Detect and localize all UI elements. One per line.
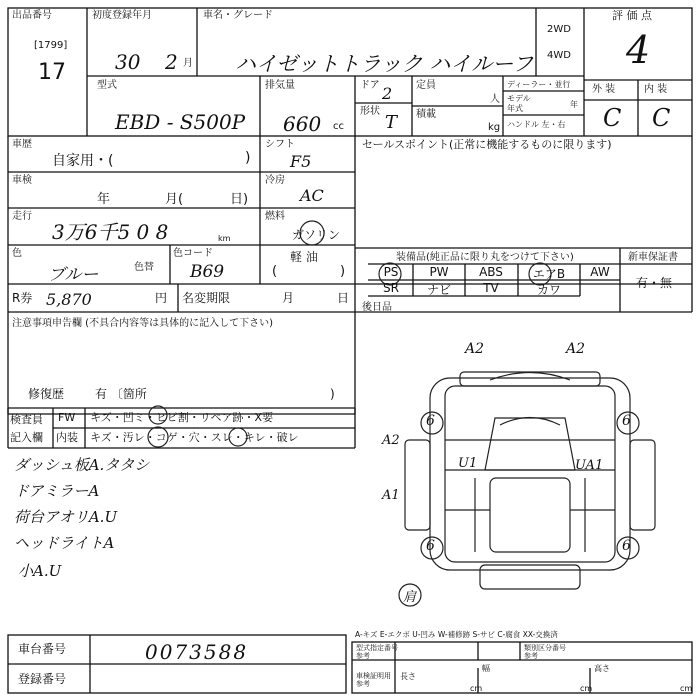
inspection-label: 車検	[12, 175, 32, 186]
length-cm: cm	[470, 684, 483, 693]
first-reg-year: 30	[115, 50, 141, 74]
ac-label: 冷房	[265, 175, 285, 186]
mark-ua1: UA1	[575, 458, 604, 473]
name-change-label: 名変期限	[182, 291, 231, 305]
equip-sr: SR	[383, 281, 399, 295]
warranty-value: 有・無	[636, 276, 673, 290]
inspection-month: 月(	[165, 192, 184, 207]
drive-2wd: 2WD	[547, 24, 571, 35]
ext-value: C	[603, 104, 622, 132]
equip-navi: ナビ	[426, 283, 451, 297]
note-line-1: ダッシュ板A.タタシ	[14, 456, 150, 474]
model-name-label: 車名・グレード	[203, 10, 273, 21]
damage-legend: A-キズ E-エクボ U-凹み W-補修跡 S-サビ C-腐食 XX-交換済	[355, 630, 558, 639]
height-cm: cm	[680, 684, 693, 693]
later-items-label: 後日品	[362, 302, 392, 313]
chassis-label: 車台番号	[18, 642, 67, 656]
color-change-label: 色替	[134, 262, 154, 273]
name-change-day: 日	[337, 291, 350, 305]
doors-value: 2	[382, 84, 393, 103]
name-change-month: 月	[282, 291, 295, 305]
first-reg-month: 2	[165, 50, 178, 74]
lot-code: [1799]	[34, 40, 68, 51]
inspection-day: 日)	[230, 192, 249, 207]
color-value: ブルー	[48, 265, 99, 285]
history-close: )	[245, 150, 251, 166]
first-reg-label: 初度登録年月	[92, 10, 152, 21]
mark-u1: U1	[458, 456, 478, 471]
km-unit: km	[218, 234, 231, 243]
grade-value: 4	[626, 28, 651, 72]
reg-label: 登録番号	[18, 672, 67, 686]
shift-label: シフト	[265, 139, 295, 150]
inspection-year: 年	[97, 192, 111, 207]
equip-aw: AW	[590, 265, 610, 279]
history-label: 車歴	[12, 139, 32, 150]
width-label: 幅	[482, 664, 490, 673]
doors-label: ドア	[360, 80, 380, 91]
note-line-2: ドアミラーA	[14, 482, 100, 500]
equip-ps: PS	[383, 265, 399, 279]
note-line-4: ヘッドライトA	[14, 534, 115, 552]
handle-label: ハンドル 左・右	[507, 120, 566, 129]
grade-label: 評 価 点	[612, 9, 652, 22]
lot-label: 出品番号	[12, 10, 52, 21]
note-line-5: 小A.U	[18, 562, 62, 580]
doc-label: 車検証明用 参考	[356, 672, 391, 688]
type-value: EBD - S500P	[115, 110, 246, 134]
color-label: 色	[12, 248, 22, 259]
ext-label: 外 装	[592, 84, 616, 95]
cc-unit: cc	[333, 121, 344, 132]
ac-value: AC	[300, 186, 324, 205]
dealer-label: ディーラー・並行	[507, 80, 571, 89]
mark-wheel-rl: 6	[426, 538, 435, 554]
repair-value: 有 〔箇所	[95, 387, 147, 401]
category-label: 類別区分番号 参考	[524, 644, 566, 660]
shape-label: 形状	[360, 106, 380, 117]
notes-title: 注意事項申告欄 (不具合内容等は具体的に記入して下さい)	[12, 318, 273, 329]
equip-pw: PW	[429, 265, 449, 279]
int-value: C	[652, 104, 671, 132]
mark-wheel-fl: 6	[426, 413, 435, 429]
type-cert-label: 型式指定番号 参考	[356, 644, 398, 660]
fuel-label: 燃料	[265, 211, 285, 222]
capacity-unit: 人	[490, 94, 500, 105]
fuel-close: )	[340, 264, 346, 279]
model-name-value: ハイゼットトラック ハイルーフ	[235, 52, 534, 76]
fuel-gas: ガソリン	[292, 228, 341, 242]
year-unit: 年	[570, 100, 578, 109]
lot-number: 17	[38, 60, 66, 85]
sales-point-label: セールスポイント(正常に機能するものに限ります)	[362, 138, 612, 151]
mark-a2-front-right: A2	[566, 341, 586, 357]
capacity-label: 定員	[416, 80, 436, 91]
length-label: 長さ	[400, 672, 416, 681]
int-label: 内 装	[644, 84, 668, 95]
mark-a1: A1	[382, 488, 400, 503]
recycle-value: 5,870	[46, 290, 92, 309]
load-label: 積載	[416, 109, 436, 120]
repair-close: )	[330, 387, 335, 401]
color-code-value: B69	[190, 262, 225, 282]
inspector-label: 検査員 記入欄	[10, 413, 43, 444]
width-cm: cm	[580, 684, 593, 693]
equip-tv: TV	[483, 281, 499, 295]
displacement-label: 排気量	[265, 80, 295, 91]
recycle-label: R券	[12, 291, 33, 305]
mark-a2-front-left: A2	[465, 341, 485, 357]
mark-a2-side: A2	[382, 433, 400, 448]
yen-unit: 円	[155, 291, 168, 305]
mark-wheel-fr: 6	[622, 413, 631, 429]
equip-airbag: エアB	[532, 267, 566, 281]
mileage-label: 走行	[12, 211, 32, 222]
height-label: 高さ	[594, 664, 610, 673]
fw-label: FW	[58, 411, 76, 424]
drive-4wd: 4WD	[547, 50, 571, 61]
color-code-label: 色コード	[173, 248, 213, 259]
shift-value: F5	[290, 152, 312, 171]
equipment-label: 装備品(純正品に限り丸をつけて下さい)	[396, 252, 574, 263]
equip-abs: ABS	[479, 265, 503, 279]
fuel-diesel: 軽 油	[290, 250, 318, 264]
load-unit: kg	[488, 122, 501, 133]
int-insp-label: 内装	[56, 431, 78, 444]
chassis-value: 0073588	[145, 640, 249, 664]
equip-leather: カワ	[536, 283, 561, 297]
displacement-value: 660	[283, 112, 322, 136]
model-year-label: モデル 年式	[507, 94, 531, 113]
int-items: キズ・汚レ・コゲ・穴・スレ・キレ・破レ	[90, 431, 299, 444]
mileage-value: 3万6千5 0 8	[52, 220, 169, 244]
history-value: 自家用・(	[52, 153, 114, 169]
mark-shoulder: 肩	[403, 590, 417, 605]
warranty-label: 新車保証書	[628, 252, 678, 263]
fw-items: キズ・凹ミ・ヒビ割・リペア跡・X要	[90, 411, 274, 424]
month-unit: 月	[183, 58, 193, 69]
note-line-3: 荷台アオリA.U	[14, 508, 118, 526]
repair-label: 修復歴	[28, 387, 65, 401]
shape-value: T	[385, 112, 398, 133]
mark-wheel-rr: 6	[622, 538, 631, 554]
fuel-open: (	[272, 264, 278, 279]
type-label: 型式	[97, 80, 117, 91]
